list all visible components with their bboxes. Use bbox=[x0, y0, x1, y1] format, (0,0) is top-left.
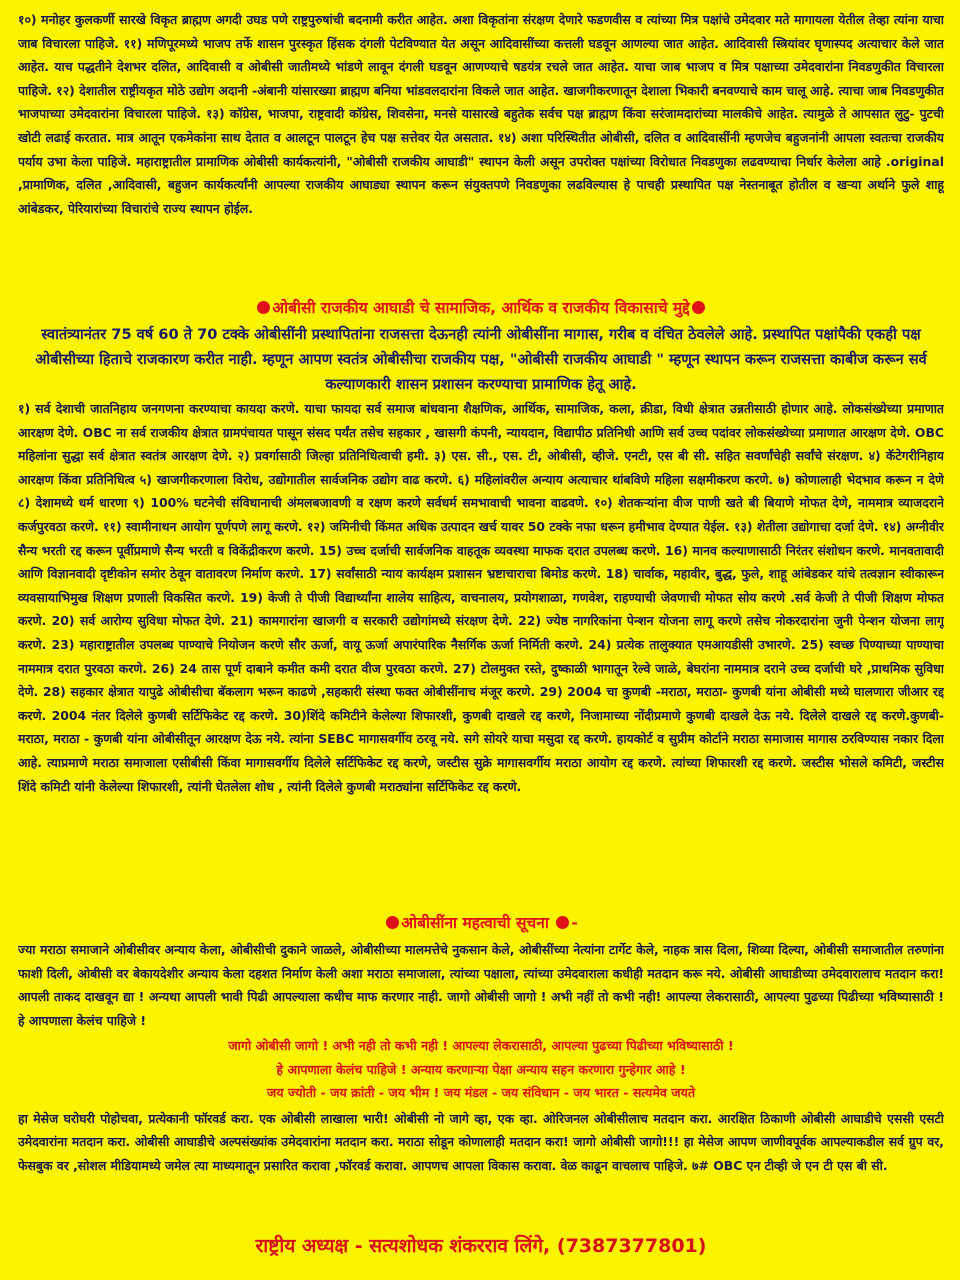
section-heading-development-points bbox=[18, 296, 944, 320]
section-heading-notice bbox=[18, 910, 944, 936]
red-dot-icon bbox=[556, 916, 569, 929]
notice-heading-text: ओबीसींना महत्वाची सूचना bbox=[401, 914, 549, 932]
section-heading-text: ओबीसी राजकीय आघाडी चे सामाजिक, आर्थिक व राजकीय विकासाचे मुद्दे bbox=[272, 299, 690, 317]
red-dot-icon bbox=[692, 301, 705, 314]
points-paragraph: १) सर्व देशाची जातनिहाय जनगणना करण्याचा कायदा करणे. याचा फायदा सर्व समाज बांधवाना शैक्षणिक, आर्थिक, सामाजिक, कला, क्रीडा, विधी क्षेत्रात उन्नतीसाठी होणार आहे. लोकसंख्येच्या प्रमाणात आरक्षण देणे. OBC ना सर्व राजकीय क्षेत्रात ग्रामपंचायत पासून संसद पर्यंत तसेच सहकार , खासगी कंपनी, न्यायदान, विद्यापीठ प्रतिनिधी आणि सर्व उच्च पदांवर लोकसंख्येच्या प्रमाणात आरक्षण देणे. OBC महिलांना सुद्धा सर्व क्षेत्रात स्वतंत्र आरक्षण देणे. २) प्रवर्गासाठी जिल्हा प्रतिनिधित्वाची हमी. ३) एस. सी., एस. टी, ओबीसी, व्हीजे. एनटी, एस बी सी. सहित सवर्णांचेही सर्वांचे संरक्षण. ४) कॅटेगरीनिहाय आरक्षण किंवा प्रतिनिधित्व ५) खाजगीकरणाला विरोध, उद्योगातील सार्वजनिक उद्योग वाढ करणे. ६) महिलांवरील अन्याय अत्याचार थांबविणे महिला सक्षमीकरण करणे. ७) कोणालाही भेदभाव करून न देणे ८) देशामध्ये धर्म धारणा ९) 100% घटनेची संविधानाची अंमलबजावणी व रक्षण करणे सर्वधर्म समभावाची भावना वाढवणे. १०) शेतकऱ्यांना वीज पाणी खते बी बियाणे मोफत देणे, नाममात्र व्याजदराने कर्जपुरवठा करणे. ११) स्वामीनाथन आयोग पूर्णपणे लागू करणे. १२) जमिनीची किंमत अधिक उत्पादन खर्च यावर 50 टक्के नफा धरून हमीभाव देण्यात येईल. १३) शेतीला उद्योगाचा दर्जा देणे. १४) अग्नीवीर सैन्य भरती रद्द करून पूर्वीप्रमाणे सैन्य भरती व विकेंद्रीकरण करणे. 15) उच्च दर्जाची सार्वजनिक वाहतूक व्यवस्था माफक दरात उपलब्ध करणे. 16) मानव कल्याणासाठी निरंतर संशोधन करणे. मानवतावादी आणि विज्ञानवादी दृष्टीकोन समोर ठेवून वातावरण निर्माण करणे. 17) सर्वांसाठी न्याय कार्यक्षम प्रशासन भ्रष्टाचाराचा बिमोड करणे. 18) चार्वाक, महावीर, बुद्ध, फुले, शाहू आंबेडकर यांचे तत्वज्ञान स्वीकारून व्यवसायाभिमुख शिक्षण प्रणाली विकसित करणे. 19) केजी ते पीजी विद्यार्थ्यांना शालेय साहित्य, वाचनालय, प्रयोगशाळा, गणवेश, राहण्याची जेवणाची मोफत सोय करणे .सर्व केजी ते पीजी शिक्षण मोफत करणे. 20) सर्व आरोग्य सुविधा मोफत देणे. 21) कामगारांना खाजगी व सरकारी उद्योगांमध्ये संरक्षण देणे. 22) ज्येष्ठ नागरिकांना पेन्शन योजना लागू करणे तसेच नोकरदारांना जुनी पेन्शन योजना लागू करणे. 23) महाराष्ट्रातील उपलब्ध पाण्याचे नियोजन करणे सौर ऊर्जा, वायू ऊर्जा अपारंपारिक नैसर्गिक ऊर्जा निर्मिती करणे. 24) प्रत्येक तालुक्यात एमआयडीसी उभारणे. 25) स्वच्छ पिण्याच्या पाण्याचा नाममात्र दरात पुरवठा करणे. 26) 24 तास पूर्ण दाबाने कमीत कमी दरात वीज पुरवठा करणे. 27) टोलमुक्त रस्ते, दुष्काळी भागातून रेल्वे जाळे, बेघरांना नाममात्र दराने उच्च दर्जाची घरे ,प्राथमिक सुविधा देणे. 28) सहकार क्षेत्रात यापुढे ओबीसीचा बॅकलाग भरून काढणे ,सहकारी संस्था फक्त ओबीसींनाच मंजूर करणे. 29) 2004 चा कुणबी -मराठा, मराठा- कुणबी यांना ओबीसी मध्ये घालणारा जीआर रद्द करणे. 2004 नंतर दिलेले कुणबी सर्टिफिकेट रद्द करणे. 30)शिंदे कमिटीने केलेल्या शिफारशी, कुणबी दाखले रद्द करणे, निजामाच्या नोंदीप्रमाणे कुणबी दाखले देऊ नये. दिलेले दाखले रद्द करणे.कुणबी- मराठा, मराठा - कुणबी यांना ओबीसीतून आरक्षण देऊ नये. त्यांना SEBC मागासवर्गीय ठरवू नये. सगे सोयरे याचा मसुदा रद्द करणे. हायकोर्ट व सुप्रीम कोर्टाने मराठा समाजास मागास ठरविण्यास नकार दिला आहे. त्याप्रमाणे मराठा समाजाला एसीबीसी किंवा मागासवर्गीय दिलेले सर्टिफिकेट रद्द करणे, जस्टीस सुक्रे मागासवर्गीय मराठा आयोग रद्द करणे. त्यांच्या शिफारशी रद्द करणे. जस्टीस भोसले कमिटी, जस्टीस शिंदे कमिटी यांनी केलेल्या शिफारशी, त्यांनी घेतलेला शोध , त्यांनी दिलेले कुणबी मराठ्यांना सर्टिफिकेट रद्द करणे. bbox=[18, 401, 944, 794]
slogan-line-2: हे आपणाला केलंच पाहिजे ! अन्याय करणाऱ्या पेक्षा अन्याय सहन करणारा गुन्हेगार आहे ! bbox=[276, 1061, 686, 1077]
lead-paragraph: स्वातंत्र्यानंतर 75 वर्ष 60 ते 70 टक्के ओबीसींनी प्रस्थापितांना राजसत्ता देऊनही त्यांनी ओबीसींना मागास, गरीब व वंचित ठेवलेले आहे. प्रस्थापित पक्षांपैकी एकही पक्ष ओबीसीच्या हिताचे राजकारण करीत नाही. म्हणून आपण स्वतंत्र ओबीसीचा राजकीय पक्ष, "ओबीसी राजकीय आघाडी " म्हणून स्थापन करून राजसत्ता काबीज करून सर्व कल्याणकारी शासन प्रशासन करण्याचा प्रामाणिक हेतू आहे. bbox=[35, 326, 927, 393]
notice-heading-suffix: - bbox=[571, 914, 578, 932]
slogan-line-1: जागो ओबीसी जागो ! अभी नही तो कभी नही ! आपल्या लेकरासाठी, आपल्या पुढच्या पिढीच्या भविष्यासाठी ! bbox=[228, 1038, 734, 1053]
footer-paragraph: हा मेसेज घरोघरी पोहोचवा, प्रत्येकानी फॉरवर्ड करा. एक ओबीसी लाखाला भारी! ओबीसी नो जागे व्हा, एक व्हा. ओरिजनल ओबीसीलाच मतदान करा. आरक्षित ठिकाणी ओबीसी आघाडीचे एससी एसटी उमेदवारांना मतदान करा. ओबीसी आघाडीचे अल्पसंख्यांक उमेदवारांना मतदान करा. मराठा सोडून कोणालाही मतदान करा! जागो ओबीसी जागो!!! हा मेसेज आपण जाणीवपूर्वक आपल्याकडील सर्व ग्रुप वर, फेसबुक वर ,सोशल मीडियामध्ये जमेल त्या माध्यमातून प्रसारित करावा ,फॉरवर्ड करावा. आपणच आपला विकास करावा. वेळ काढून वाचलाच पाहिजे. ७# OBC एन टीव्ही जे एन टी एस बी सी. bbox=[18, 1110, 944, 1173]
intro-paragraph: १०) मनोहर कुलकर्णी सारखे विकृत ब्राह्मण अगदी उघड पणे राष्ट्रपुरुषांची बदनामी करीत आहेत. अशा विकृतांना संरक्षण देणारे फडणवीस व त्यांच्या मित्र पक्षांचे उमेदवार मते मागायला येतील तेव्हा त्यांना याचा जाब विचारला पाहिजे. ११) मणिपूरमध्ये भाजप तर्फे शासन पुरस्कृत हिंसक दंगली पेटविण्यात येत असून आदिवासींच्या कत्तली घडवून आणल्या जात आहेत. आदिवासी स्त्रियांवर घृणास्पद अत्याचार केले जात आहेत. याच पद्धतीने देशभर दलित, आदिवासी व ओबीसी जातीमध्ये भांडणे लावून दंगली घडवून आणण्याचे षडयंत्र रचले जात आहेत. याचा जाब भाजप व मित्र पक्षाच्या उमेदवारांना निवडणुकीत विचारला पाहिजे. १२) देशातील राष्ट्रीयकृत मोठे उद्योग अदानी -अंबानी यांसारख्या ब्राह्मण बनिया भांडवलदारांना विकले जात आहेत. खाजगीकरणातून देशाला भिकारी बनवण्याचे काम चालू आहे. त्याचा जाब निवडणुकीत भाजपाच्या उमेदवारांना विचारला पाहिजे. १३) कॉग्रेस, भाजपा, राष्ट्रवादी कॉग्रेस, शिवसेना, मनसे यासारखे बहुतेक सर्वच पक्ष ब्राह्मण किंवा सरंजामदारांच्या मालकीचे आहेत. त्यामुळे ते आपसात लुटु- पुटची खोटी लढाई करतात. मात्र आतून एकमेकांना साथ देतात व आलटून पालटून हेच पक्ष सत्तेवर येत असतात. १४) अशा परिस्थितीत ओबीसी, दलित व आदिवासींनी म्हणजेच बहुजनांनी आपला स्वतःचा राजकीय पर्याय उभा केला पाहिजे. महाराष्ट्रातील प्रामाणिक ओबीसी कार्यकत्यांनी, "ओबीसी राजकीय आघाडी" स्थापन केली असून उपरोक्त पक्षांच्या विरोधात निवडणुका लढवण्याचा निर्धार केलेला आहे .original ,प्रामाणिक, दलित ,आदिवासी, बहुजन कार्यकर्त्यांनी आपल्या राजकीय आघाड्या स्थापन करून संयुक्तपणे निवडणुका लढविल्यास हे पाचही प्रस्थापित पक्ष नेस्तनाबूत होतील व खऱ्या अर्थाने फुले शाहू आंबेडकर, पेरियारांच्या विचारांचे राज्य स्थापन होईल. bbox=[18, 12, 944, 216]
signature-line: राष्ट्रीय अध्यक्ष - सत्यशोधक शंकरराव लिंगे, (7387377801) bbox=[255, 1234, 707, 1257]
red-dot-icon bbox=[386, 916, 399, 929]
notice-paragraph: ज्या मराठा समाजाने ओबीसीवर अन्याय केला, ओबीसीची दुकाने जाळले, ओबीसीच्या मालमत्तेचे नुकसान केले, ओबीसींच्या नेत्यांना टार्गेट केले, नाहक त्रास दिला, शिव्या दिल्या, ओबीसी समाजातील तरुणांना फाशी दिली, ओबीसी वर बेकायदेशीर अन्याय केला दहशत निर्माण केली अशा मराठा समाजाला, त्यांच्या पक्षाला, त्यांच्या उमेदवाराला कधीही मतदान करू नये. ओबीसी आघाडीच्या उमेदवारालाच मतदान करा! आपली ताकद दाखवून द्या ! अन्यथा आपली भावी पिढी आपल्याला कधीच माफ करणार नाही. जागो ओबीसी जागो ! अभी नहीं तो कभी नही! आपल्या लेकरासाठी, आपल्या पुढच्या पिढीच्या भविष्यासाठी ! हे आपणाला केलंच पाहिजे ! bbox=[18, 942, 944, 1028]
red-dot-icon bbox=[257, 301, 270, 314]
slogan-line-3: जय ज्योती - जय क्रांती - जय भीम ! जय मंडल - जय संविधान - जय भारत - सत्यमेव जयते bbox=[266, 1085, 696, 1100]
